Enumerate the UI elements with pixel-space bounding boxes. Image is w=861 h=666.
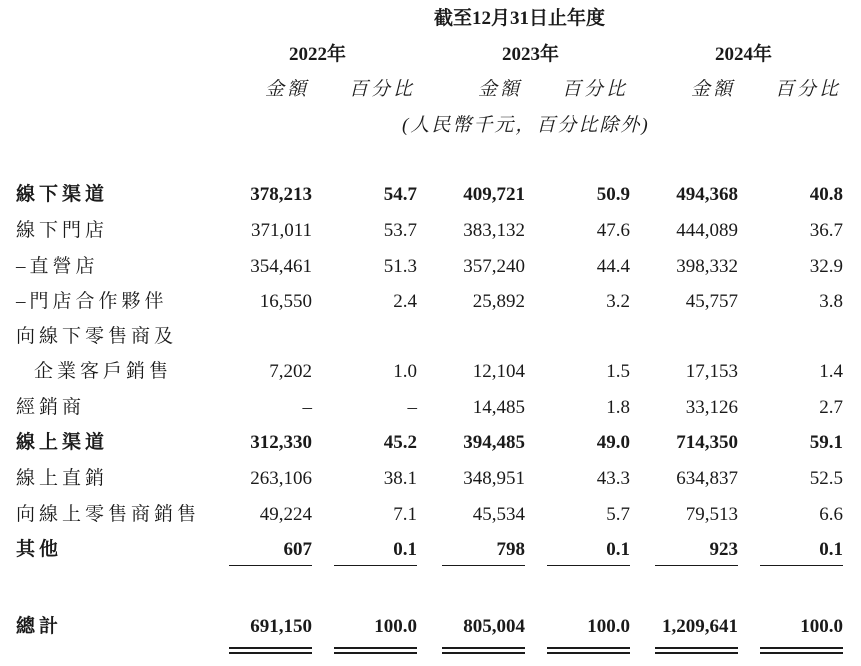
row-label: 線上直銷 (16, 468, 109, 489)
row-label: 向線下零售商及 (16, 326, 178, 347)
percent-cell: 59.1 (809, 432, 843, 453)
percent-cell: 49.0 (596, 432, 630, 453)
percent-cell: 6.6 (819, 504, 843, 525)
subtotal-rule (229, 565, 312, 566)
subtotal-rule (442, 565, 525, 566)
subtotal-rule (334, 565, 417, 566)
amount-cell: 45,534 (472, 504, 525, 525)
percent-cell: 0.1 (819, 539, 843, 560)
amount-cell: 14,485 (472, 397, 525, 418)
amount-cell: 16,550 (259, 291, 312, 312)
total-double-rule (655, 647, 738, 654)
amount-header-2023: 金額 (478, 79, 523, 100)
amount-cell: 371,011 (250, 220, 312, 241)
period-heading: 截至12月31日止年度 (434, 8, 606, 29)
percent-cell: 100.0 (374, 616, 417, 637)
percent-header-2023: 百分比 (562, 79, 629, 100)
percent-cell: 50.9 (596, 184, 630, 205)
amount-cell: 354,461 (250, 256, 312, 277)
year-heading-2023: 2023年 (502, 44, 560, 65)
row-label: 經銷商 (16, 397, 86, 418)
amount-header-2024: 金額 (691, 79, 736, 100)
amount-cell: 263,106 (250, 468, 312, 489)
percent-header-2024: 百分比 (775, 79, 842, 100)
amount-cell: 494,368 (676, 184, 738, 205)
amount-cell: 33,126 (685, 397, 738, 418)
total-double-rule (229, 647, 312, 654)
percent-cell: 36.7 (809, 220, 843, 241)
percent-cell: 3.8 (819, 291, 843, 312)
amount-cell: 394,485 (463, 432, 525, 453)
amount-cell: 79,513 (685, 504, 738, 525)
amount-cell: 798 (496, 539, 525, 560)
percent-cell: 32.9 (809, 256, 843, 277)
amount-cell: 805,004 (463, 616, 525, 637)
amount-cell: 1,209,641 (662, 616, 738, 637)
amount-cell: 607 (283, 539, 312, 560)
amount-cell: – (302, 397, 312, 418)
amount-cell: 49,224 (259, 504, 312, 525)
amount-cell: 398,332 (676, 256, 738, 277)
amount-cell: 25,892 (472, 291, 525, 312)
percent-cell: – (407, 397, 417, 418)
total-double-rule (547, 647, 630, 654)
row-label: 總計 (16, 616, 63, 637)
percent-cell: 43.3 (596, 468, 630, 489)
total-double-rule (334, 647, 417, 654)
row-label: 企業客戶銷售 (34, 361, 173, 382)
row-label: –直營店 (16, 256, 99, 277)
row-label: 線下門店 (16, 220, 109, 241)
percent-cell: 7.1 (393, 504, 417, 525)
percent-cell: 0.1 (393, 539, 417, 560)
percent-cell: 0.1 (606, 539, 630, 560)
row-label: 線下渠道 (16, 184, 109, 205)
total-double-rule (760, 647, 843, 654)
amount-cell: 634,837 (676, 468, 738, 489)
total-double-rule (442, 647, 525, 654)
amount-cell: 409,721 (463, 184, 525, 205)
percent-cell: 2.4 (393, 291, 417, 312)
percent-cell: 100.0 (800, 616, 843, 637)
amount-cell: 383,132 (463, 220, 525, 241)
percent-cell: 3.2 (606, 291, 630, 312)
amount-cell: 357,240 (463, 256, 525, 277)
subtotal-rule (655, 565, 738, 566)
amount-cell: 444,089 (676, 220, 738, 241)
percent-cell: 1.5 (606, 361, 630, 382)
percent-cell: 2.7 (819, 397, 843, 418)
amount-cell: 45,757 (685, 291, 738, 312)
amount-cell: 923 (709, 539, 738, 560)
amount-cell: 378,213 (250, 184, 312, 205)
percent-cell: 1.8 (606, 397, 630, 418)
percent-cell: 51.3 (383, 256, 417, 277)
unit-note: (人民幣千元，百分比除外) (402, 115, 650, 136)
percent-cell: 38.1 (383, 468, 417, 489)
percent-cell: 100.0 (587, 616, 630, 637)
percent-header-2022: 百分比 (349, 79, 416, 100)
subtotal-rule (547, 565, 630, 566)
amount-cell: 17,153 (685, 361, 738, 382)
percent-cell: 52.5 (809, 468, 843, 489)
amount-cell: 348,951 (463, 468, 525, 489)
percent-cell: 47.6 (596, 220, 630, 241)
row-label: 線上渠道 (16, 432, 109, 453)
amount-cell: 7,202 (269, 361, 312, 382)
percent-cell: 53.7 (383, 220, 417, 241)
row-label: –門店合作夥伴 (16, 291, 168, 312)
amount-cell: 12,104 (472, 361, 525, 382)
percent-cell: 5.7 (606, 504, 630, 525)
amount-cell: 714,350 (676, 432, 738, 453)
amount-cell: 312,330 (250, 432, 312, 453)
amount-header-2022: 金額 (265, 79, 310, 100)
row-label: 其他 (16, 539, 63, 560)
row-label: 向線上零售商銷售 (16, 504, 201, 525)
percent-cell: 54.7 (383, 184, 417, 205)
year-heading-2022: 2022年 (289, 44, 347, 65)
percent-cell: 1.0 (393, 361, 417, 382)
percent-cell: 44.4 (596, 256, 630, 277)
amount-cell: 691,150 (250, 616, 312, 637)
subtotal-rule (760, 565, 843, 566)
percent-cell: 40.8 (809, 184, 843, 205)
percent-cell: 1.4 (819, 361, 843, 382)
percent-cell: 45.2 (383, 432, 417, 453)
year-heading-2024: 2024年 (715, 44, 773, 65)
